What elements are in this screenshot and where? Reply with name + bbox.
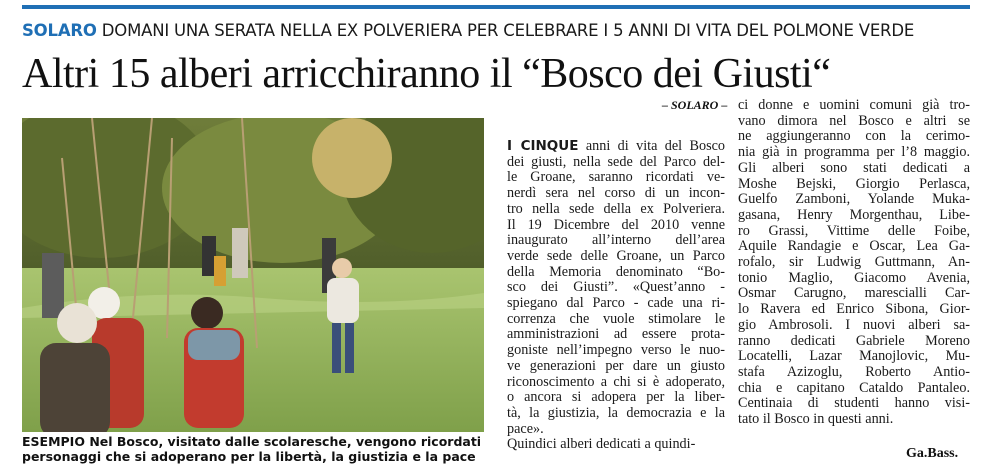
article-line-text: Osmar Carugno, marescialli Car-: [738, 285, 970, 302]
article-photo: [22, 118, 484, 432]
article-line-text: gasana, Henry Morgenthau, Libe-: [738, 206, 970, 223]
article-line: [738, 208, 970, 224]
top-rule: [22, 5, 970, 9]
article-line: [507, 375, 725, 391]
article-line: [738, 396, 970, 412]
article-line: [507, 359, 725, 375]
article-line: [507, 390, 725, 406]
article-line: [507, 155, 725, 171]
article-line-text: Moshe Bejski, Giorgio Perlasca,: [738, 175, 970, 192]
article-line-text: gio Ambrosoli. I nuovi alberi sa-: [738, 316, 970, 333]
article-line-text: rofalo, sir Ludwig Guttmann, An-: [738, 254, 970, 271]
article-line-text: chia e capitano Cataldo Pantaleo.: [738, 379, 970, 396]
article-line: [507, 280, 725, 296]
article-line-text: tato il Bosco in questi anni.: [738, 411, 894, 428]
article-line: [738, 302, 970, 318]
article-line-text: correnza che vuole stimolare le: [507, 310, 725, 327]
article-line-text: inaugurato all’interno dell’area: [507, 232, 725, 249]
article-column-1: [507, 139, 725, 453]
article-line-text: riconoscimento a chi si è adoperato,: [507, 373, 725, 390]
headline: Altri 15 alberi arricchiranno il “Bosco dei Giusti“: [22, 51, 831, 97]
article-line: [507, 296, 725, 312]
article-line: [507, 202, 725, 218]
article-line: [507, 406, 725, 422]
article-line: [738, 271, 970, 287]
author-signature: Ga.Bass.: [906, 446, 959, 461]
article-line: [507, 186, 725, 202]
kicker: [22, 21, 972, 40]
article-line: [738, 334, 970, 350]
article-line: [507, 170, 725, 186]
article-line-text: Centinaia di studenti hanno visi-: [738, 395, 970, 412]
article-line-text: pace».: [507, 420, 544, 437]
kicker-location: SOLARO: [22, 21, 97, 40]
article-line-text: ro Grassi, Vittime delle Foibe,: [738, 222, 970, 239]
article-line: [507, 312, 725, 328]
article-line-text: verde sede delle Groane, un Parco: [507, 247, 725, 264]
article-line-text: ci donne e uomini comuni già tro-: [738, 97, 970, 113]
article-line: [738, 239, 970, 255]
kicker-text: DOMANI UNA SERATA NELLA EX POLVERIERA PER CELEBRARE I 5 ANNI DI VITA DEL POLMONE VERDE: [101, 21, 915, 40]
article-line-text: Guelfo Zamboni, Yolande Muka-: [738, 191, 970, 208]
article-line-text: ranno dedicati Gabriele Moreno: [738, 332, 970, 349]
article-line: [507, 327, 725, 343]
article-line: [507, 249, 725, 265]
article-line: [738, 129, 970, 145]
article-line: [738, 192, 970, 208]
article-line-text: tro nella sede della ex Polveriera.: [507, 200, 725, 217]
caption-text: Nel Bosco, visitato dalle scolaresche, vengono ricordati personaggi che si adoperano per la libertà, la giustizia e la pace: [22, 434, 482, 464]
article-line-text: o ancora si adopera per la liber-: [507, 389, 725, 406]
photo-caption: [22, 434, 492, 464]
article-line: [507, 139, 725, 155]
article-line-text: Gli alberi sono stati dedicati a: [738, 159, 970, 176]
article-line-text: dei giusti, nella sede del Parco del-: [507, 153, 725, 170]
article-line-text: della Memoria denominato “Bo-: [507, 263, 725, 280]
article-line: [507, 218, 725, 234]
article-line-text: ve generazioni per dare un giusto: [507, 357, 725, 374]
article-line: [738, 381, 970, 397]
article-line-text: stafa Azizoglu, Roberto Antio-: [738, 363, 970, 380]
article-line-text: Locatelli, Lazar Manojlovic, Mu-: [738, 348, 970, 365]
article-line-text: amministrazioni ad essere prota-: [507, 326, 725, 343]
article-line-text: le Groane, saranno ricordati ve-: [507, 169, 725, 186]
article-line-text: tonio Maglio, Giacomo Avenia,: [738, 269, 970, 286]
article-line: [738, 161, 970, 177]
article-line: [738, 224, 970, 240]
article-line: [507, 233, 725, 249]
article-line: [507, 343, 725, 359]
article-line-text: spiegano dal Parco - cade una ri-: [507, 295, 725, 312]
caption-lead: ESEMPIO: [22, 434, 85, 449]
article-line-text: vano dimora nel Bosco e altri se: [738, 112, 970, 129]
article-column-2: [738, 98, 970, 428]
article-line: [738, 114, 970, 130]
article-line-text: lo Ravera ed Enrico Sibona, Gior-: [738, 301, 970, 318]
article-line-text: Aquile Randagie e Oscar, Lea Ga-: [738, 238, 970, 255]
dateline: – SOLARO –: [662, 98, 728, 112]
article-line: [738, 145, 970, 161]
article-line: [738, 255, 970, 271]
article-line: [738, 318, 970, 334]
article-line-text: goniste nell’impegno verso le nuo-: [507, 342, 725, 359]
article-lead: I CINQUE: [507, 138, 579, 154]
article-line-text: Quindici alberi dedicati a quindi-: [507, 436, 696, 453]
article-line: [738, 177, 970, 193]
article-line: [738, 365, 970, 381]
article-line: [507, 265, 725, 281]
article-line-text: nia già in programma per l’8 maggio.: [738, 144, 970, 161]
article-line-text: nerdì sera nel corso di un incon-: [507, 185, 725, 202]
article-line-text: anni di vita del Bosco: [578, 138, 725, 154]
article-line-text: ne aggiungeranno con la cerimo-: [738, 128, 970, 145]
article-line-text: sco dei Giusti”. «Quest’anno -: [507, 279, 725, 296]
article-line-text: tà, la giustizia, la democrazia e la: [507, 404, 725, 421]
article-line: [507, 422, 725, 438]
article-line: [738, 98, 970, 114]
article-line: [738, 349, 970, 365]
article-line: [738, 412, 970, 428]
article-line-text: Il 19 Dicembre del 2010 venne: [507, 216, 725, 233]
article-line: [507, 437, 725, 453]
article-line: [738, 286, 970, 302]
